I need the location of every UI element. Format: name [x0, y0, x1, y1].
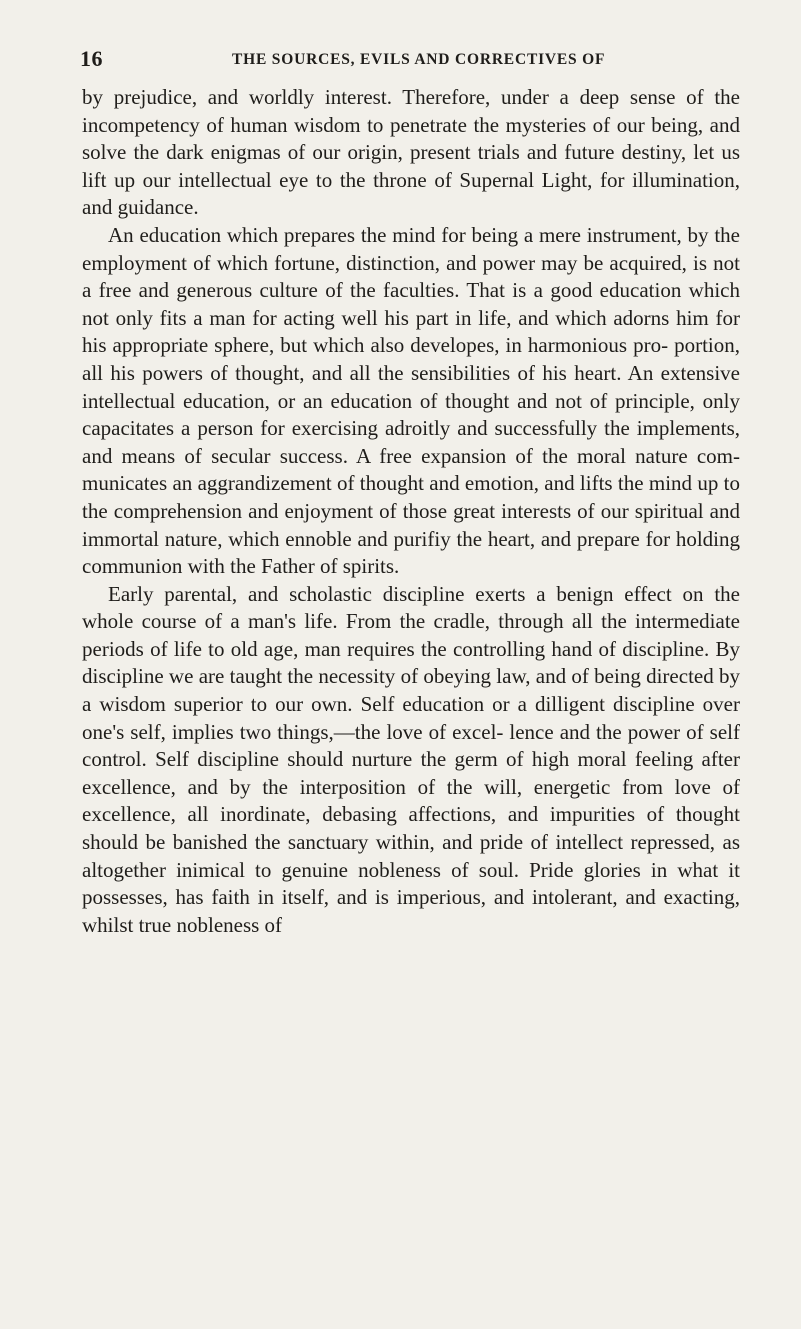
- running-head: THE SOURCES, EVILS AND CORRECTIVES OF: [232, 51, 606, 68]
- page-header: [80, 46, 740, 74]
- page-number: 16: [80, 46, 103, 71]
- paragraph-discipline: Early parental, and scholastic discipline exerts a benign effect on the whole course of a man's life. From the cradle, through all the intermediate periods of life to old age, man requires the controlling hand of discipline. By discipline we are taught the necessity of obeying law, and of being directed by a wisdom superior to our own. Self education or a dilligent discipline over one's self, implies two things,—the love of excel- lence and the power of self control. Self discipline should nurture the germ of high moral feeling after excellence, and by the interposition of the will, energetic from love of excellence, all inordinate, debasing affections, and impurities of thought should be banished the sanctuary within, and pride of intellect repressed, as altogether inimical to genuine nobleness of soul. Pride glories in what it possesses, has faith in itself, and is imperious, and intolerant, and exacting, whilst true nobleness of: [82, 581, 740, 937]
- paragraph-continuation: by prejudice, and worldly interest. Therefore, under a deep sense of the incompetency of human wisdom to penetrate the mysteries of our being, and solve the dark enigmas of our origin, present trials and future destiny, let us lift up our intellectual eye to the throne of Supernal Light, for illumination, and guidance.: [82, 85, 740, 220]
- paragraph-education: An education which prepares the mind for being a mere instrument, by the employment of which fortune, distinction, and power may be acquired, is not a free and generous culture of the faculties. That is a good education which not only fits a man for acting well his part in life, and which adorns him for his appropriate sphere, but which also developes, in harmonious pro- portion, all his powers of thought, and all the sensibilities of his heart. An extensive intellectual education, or an education of thought and not of principle, only capacitates a person for exercising adroitly and successfully the implements, and means of secular success. A free expansion of the moral nature com- municates an aggrandizement of thought and emotion, and lifts the mind up to the comprehension and enjoyment of those great interests of our spiritual and immortal nature, which ennoble and purifiy the heart, and prepare for holding communion with the Father of spirits.: [82, 222, 740, 579]
- body-text: [82, 84, 740, 939]
